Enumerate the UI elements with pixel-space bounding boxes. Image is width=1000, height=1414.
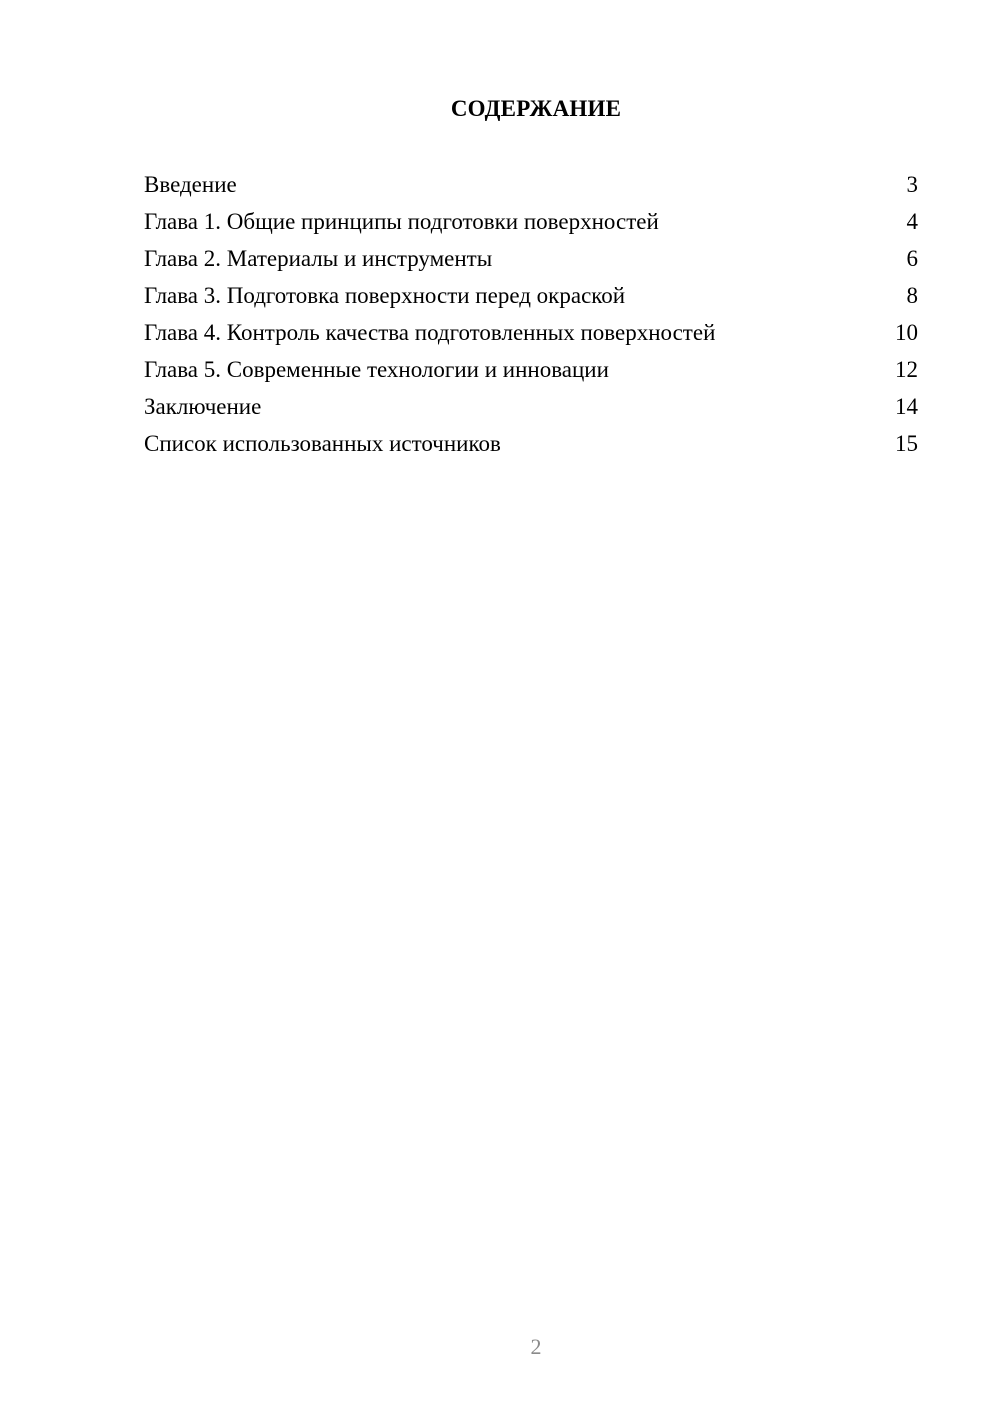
toc-entry bbox=[144, 355, 918, 392]
toc-entry-title: Введение bbox=[144, 172, 237, 197]
toc-entry-title: Заключение bbox=[144, 394, 262, 419]
toc-entry bbox=[144, 429, 918, 466]
toc-entry-title: Глава 4. Контроль качества подготовленных поверхностей bbox=[144, 320, 716, 345]
toc-entry-page: 8 bbox=[906, 283, 918, 308]
toc-entry-page: 12 bbox=[895, 357, 918, 382]
toc-entry bbox=[144, 207, 918, 244]
toc-entry bbox=[144, 318, 918, 355]
toc-entry-title: Список использованных источников bbox=[144, 431, 501, 456]
toc-entry bbox=[144, 392, 918, 429]
toc-entry-page: 14 bbox=[895, 394, 918, 419]
toc-entry bbox=[144, 170, 918, 207]
table-of-contents bbox=[144, 170, 918, 466]
toc-entry bbox=[144, 244, 918, 281]
page-title: СОДЕРЖАНИЕ bbox=[450, 96, 622, 121]
toc-entry-page: 3 bbox=[906, 172, 918, 197]
toc-entry-page: 4 bbox=[906, 209, 918, 234]
page-number: 2 bbox=[530, 1334, 542, 1359]
toc-entry-title: Глава 3. Подготовка поверхности перед окраской bbox=[144, 283, 626, 308]
toc-entry-title: Глава 1. Общие принципы подготовки поверхностей bbox=[144, 209, 659, 234]
toc-entry bbox=[144, 281, 918, 318]
toc-entry-title: Глава 5. Современные технологии и инновации bbox=[144, 357, 609, 382]
toc-entry-page: 10 bbox=[895, 320, 918, 345]
toc-entry-page: 15 bbox=[895, 431, 918, 456]
toc-entry-title: Глава 2. Материалы и инструменты bbox=[144, 246, 493, 271]
toc-entry-page: 6 bbox=[906, 246, 918, 271]
